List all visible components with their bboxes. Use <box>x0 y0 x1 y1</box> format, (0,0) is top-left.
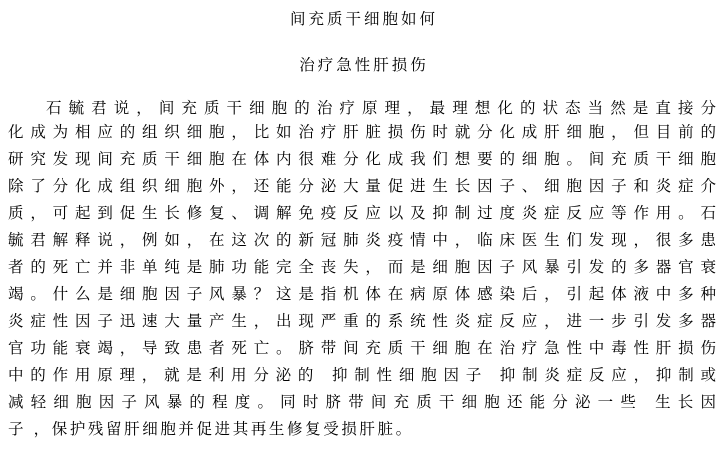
paragraph-line: 除了分化成组织细胞外，还能分泌大量促进生长因子、细胞因子和炎症介 <box>8 177 716 195</box>
document-subtitle: 治疗急性肝损伤 <box>299 56 429 74</box>
paragraph-line: 者的死亡并非单纯是肺功能完全丧失，而是细胞因子风暴引发的多器官衰 <box>8 258 716 276</box>
paragraph-line: 质，可起到促生长修复、调解免疫反应以及抑制过度炎症反应等作用。石 <box>8 204 716 222</box>
paragraph-line: 子 ，保护残留肝细胞并促进其再生修复受损肝脏。 <box>8 420 414 438</box>
paragraph-line: 官功能衰竭，导致患者死亡。脐带间充质干细胞在治疗急性中毒性肝损伤 <box>8 339 716 357</box>
paragraph-line: 炎症性因子迅速大量产生，出现严重的系统性炎症反应，进一步引发多器 <box>8 312 716 330</box>
paragraph-line: 毓君解释说，例如，在这次的新冠肺炎疫情中，临床医生们发现，很多患 <box>8 231 716 249</box>
paragraph-line: 化成为相应的组织细胞，比如治疗肝脏损伤时就分化成肝细胞，但目前的 <box>8 123 716 141</box>
paragraph-line: 研究发现间充质干细胞在体内很难分化成我们想要的细胞。间充质干细胞 <box>8 150 716 168</box>
paragraph-line: 竭。什么是细胞因子风暴？这是指机体在病原体感染后，引起体液中多种 <box>8 285 716 303</box>
paragraph-line: 中的作用原理，就是利用分泌的 抑制性细胞因子 抑制炎症反应，抑制或 <box>8 366 716 384</box>
paragraph-line: 石毓君说，间充质干细胞的治疗原理，最理想化的状态当然是直接分 <box>46 99 716 117</box>
paragraph-line: 减轻细胞因子风暴的程度。同时脐带间充质干细胞还能分泌一些 生长因 <box>8 393 716 411</box>
document-title: 间充质干细胞如何 <box>289 10 438 28</box>
